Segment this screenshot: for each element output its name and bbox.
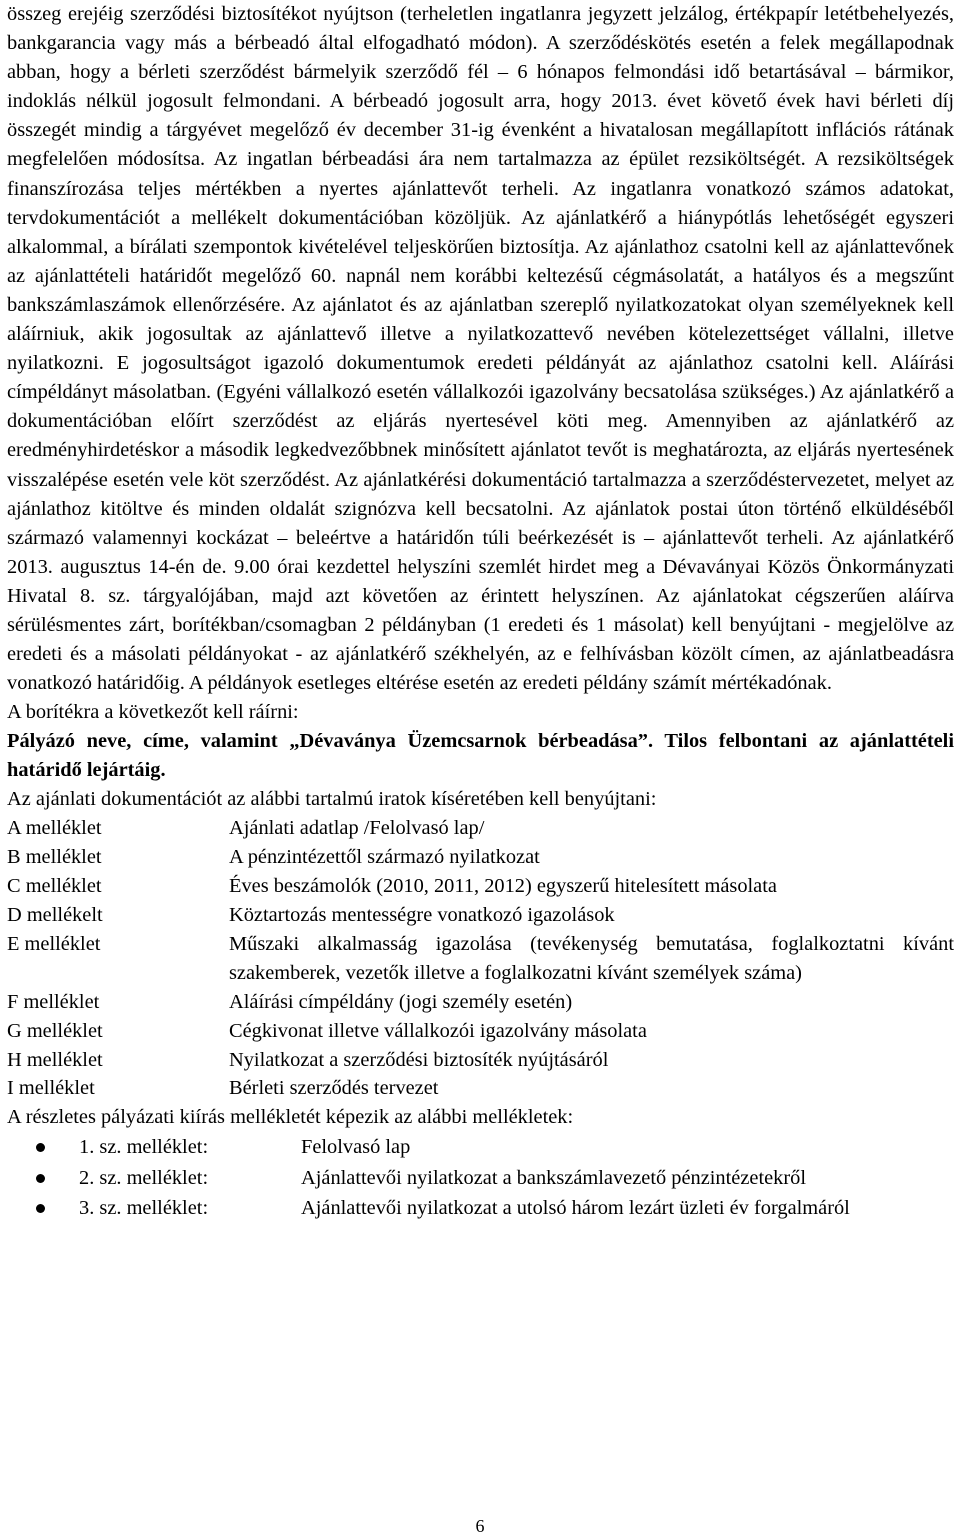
attachment-code: B melléklet (7, 846, 102, 869)
attachment-code: E melléklet (7, 932, 101, 955)
annex-intro: A részletes pályázati kiírás mellékletét képezik az alábbi mellékletek: (7, 1106, 574, 1129)
envelope-intro: A borítékra a következőt kell ráírni: (7, 701, 299, 724)
annex-bullet-item (7, 1163, 954, 1194)
attachment-code: G melléklet (7, 1019, 103, 1042)
attachment-desc: Éves beszámolók (2010, 2011, 2012) egyszerű hitelesített másolata (229, 875, 777, 898)
attachment-code: D mellékelt (7, 903, 103, 926)
annex-bullet-item (7, 1193, 954, 1224)
attachment-row (7, 901, 954, 930)
attachments-list (7, 814, 954, 1103)
attachments-intro: Az ajánlati dokumentációt az alábbi tartalmú iratok kíséretében kell benyújtani: (7, 788, 657, 811)
envelope-text: Pályázó neve, címe, valamint „Dévaványa Üzemcsarnok bérbeadása”. Tilos felbontani az ajánlattételi határidő lejártáig. (7, 730, 954, 782)
attachment-code: F melléklet (7, 990, 100, 1013)
attachment-code: I melléklet (7, 1077, 95, 1100)
attachment-desc: Cégkivonat illetve vállalkozói igazolvány másolata (229, 1019, 647, 1042)
annex-bullet-label: 2. sz. melléklet: (79, 1166, 209, 1189)
attachment-row (7, 872, 954, 901)
attachment-row (7, 1074, 954, 1103)
annex-bullet-text: Felolvasó lap (301, 1136, 411, 1159)
attachment-row (7, 1017, 954, 1046)
annex-bullet-text: Ajánlattevői nyilatkozat a utolsó három lezárt üzleti év forgalmáról (301, 1197, 850, 1220)
attachment-code: C melléklet (7, 875, 102, 898)
attachment-row (7, 843, 954, 872)
attachment-desc: Műszaki alkalmasság igazolása (tevékenység bemutatása, foglalkoztatni kívánt szakemberek, vezetők illetve a foglalkozatni kívánt személyek száma) (229, 932, 954, 984)
attachment-row (7, 988, 954, 1017)
attachment-desc: Nyilatkozat a szerződési biztosíték nyújtásáról (229, 1048, 609, 1071)
bullet-icon (36, 1204, 45, 1213)
attachment-row (7, 1046, 954, 1075)
attachment-desc: Aláírási címpéldány (jogi személy esetén) (229, 990, 573, 1013)
main-paragraph: összeg erejéig szerződési biztosítékot nyújtson (terheletlen ingatlanra jegyzett jelzálog, értékpapír letétbehelyezés, bankgarancia vagy más a bérbeadó által elfogadható módon). A szerződéskötés esetén a felek megállapodnak abban, hogy a bérleti szerződést bármelyik szerződő fél – 6 hónapos felmondási idő betartásával – bármikor, indoklás nélkül jogosult felmondani. A bérbeadó jogosult arra, hogy 2013. évet követő évek havi bérleti díj összegét mindig a tárgyévet megelőző év december 31-ig évenként a hivatalosan megállapított inflációs rátának megfelelően módosítsa. Az ingatlan bérbeadási ára nem tartalmazza az épület rezsiköltségét. A rezsiköltségek finanszírozása teljes mértékben a nyertes ajánlattevőt terheli. Az ingatlanra vonatkozó számos adatokat, tervdokumentációt a mellékelt dokumentációban közöljük. Az ajánlatkérő a hiánypótlás lehetőségét egyszeri alkalommal, a bírálati szempontok kivételével teljeskörűen biztosítja. Az ajánlathoz csatolni kell az ajánlattevőnek az ajánlattételi határidőt megelőző 60. napnál nem korábbi keltezésű cégmásolatát, a hatályos és a megszűnt bankszámlaszámok ellenőrzésére. Az ajánlatot és az ajánlatban szereplő nyilatkozatokat olyan személyeknek kell aláírniuk, akik jogosultak az ajánlattevő illetve a nyilatkozattevő nevében kötelezettséget vállalni, illetve nyilatkozni. E jogosultságot igazoló dokumentumok eredeti példányát az ajánlathoz csatolni kell. Aláírási címpéldányt másolatban. (Egyéni vállalkozó esetén vállalkozói igazolvány becsatolása szükséges.) Az ajánlatkérő a dokumentációban előírt szerződést az eljárás nyertesével köti meg. Amennyiben az ajánlatkérő az eredményhirdetéskor a második legkedvezőbbnek minősített ajánlatot tevőt is meghatározta, az eljárás nyertesének visszalépése esetén vele köt szerződést. Az ajánlatkérési dokumentáció tartalmazza a szerződéstervezetet, melyet az ajánlathoz kitöltve és minden oldalát szignózva kell becsatolni. Az ajánlatok postai úton történő elküldéséből származó valamennyi kockázat – beleértve a határidőn túli beérkezését is – ajánlattevőt terheli. Az ajánlatkérő 2013. augusztus 14-én de. 9.00 órai kezdettel helyszíni szemlét hirdet meg a Dévaványai Közös Önkormányzati Hivatal 8. sz. tárgyalójában, majd azt követően az érintett helyszínen. Az ajánlatokat cégszerűen aláírva sérülésmentes zárt, borítékban/csomagban 2 példányban (1 eredeti és 1 másolat) kell benyújtani - megjelölve az eredeti és a másolati példányokat - az ajánlatkérő székhelyén, az e felhívásban közölt címen, az ajánlatbeadásra vonatkozó határidőig. A példányok esetleges eltérése esetén az eredeti példány számít mértékadónak. (7, 3, 954, 695)
attachment-code: H melléklet (7, 1048, 103, 1071)
annex-bullet-list (7, 1132, 954, 1224)
document-page (7, 0, 954, 1224)
annex-bullet-label: 3. sz. melléklet: (79, 1197, 209, 1220)
annex-bullet-item (7, 1132, 954, 1163)
attachment-desc: A pénzintézettől származó nyilatkozat (229, 846, 540, 869)
attachment-desc: Köztartozás mentességre vonatkozó igazolások (229, 903, 615, 926)
annex-bullet-text: Ajánlattevői nyilatkozat a bankszámlavezető pénzintézetekről (301, 1166, 807, 1189)
bullet-icon (36, 1143, 45, 1152)
attachment-code: A melléklet (7, 817, 102, 840)
attachment-row (7, 930, 954, 988)
attachment-desc: Ajánlati adatlap /Felolvasó lap/ (229, 817, 485, 840)
page-number: 6 (475, 1516, 485, 1536)
attachment-row (7, 814, 954, 843)
annex-bullet-label: 1. sz. melléklet: (79, 1136, 209, 1159)
attachment-desc: Bérleti szerződés tervezet (229, 1077, 439, 1100)
bullet-icon (36, 1174, 45, 1183)
